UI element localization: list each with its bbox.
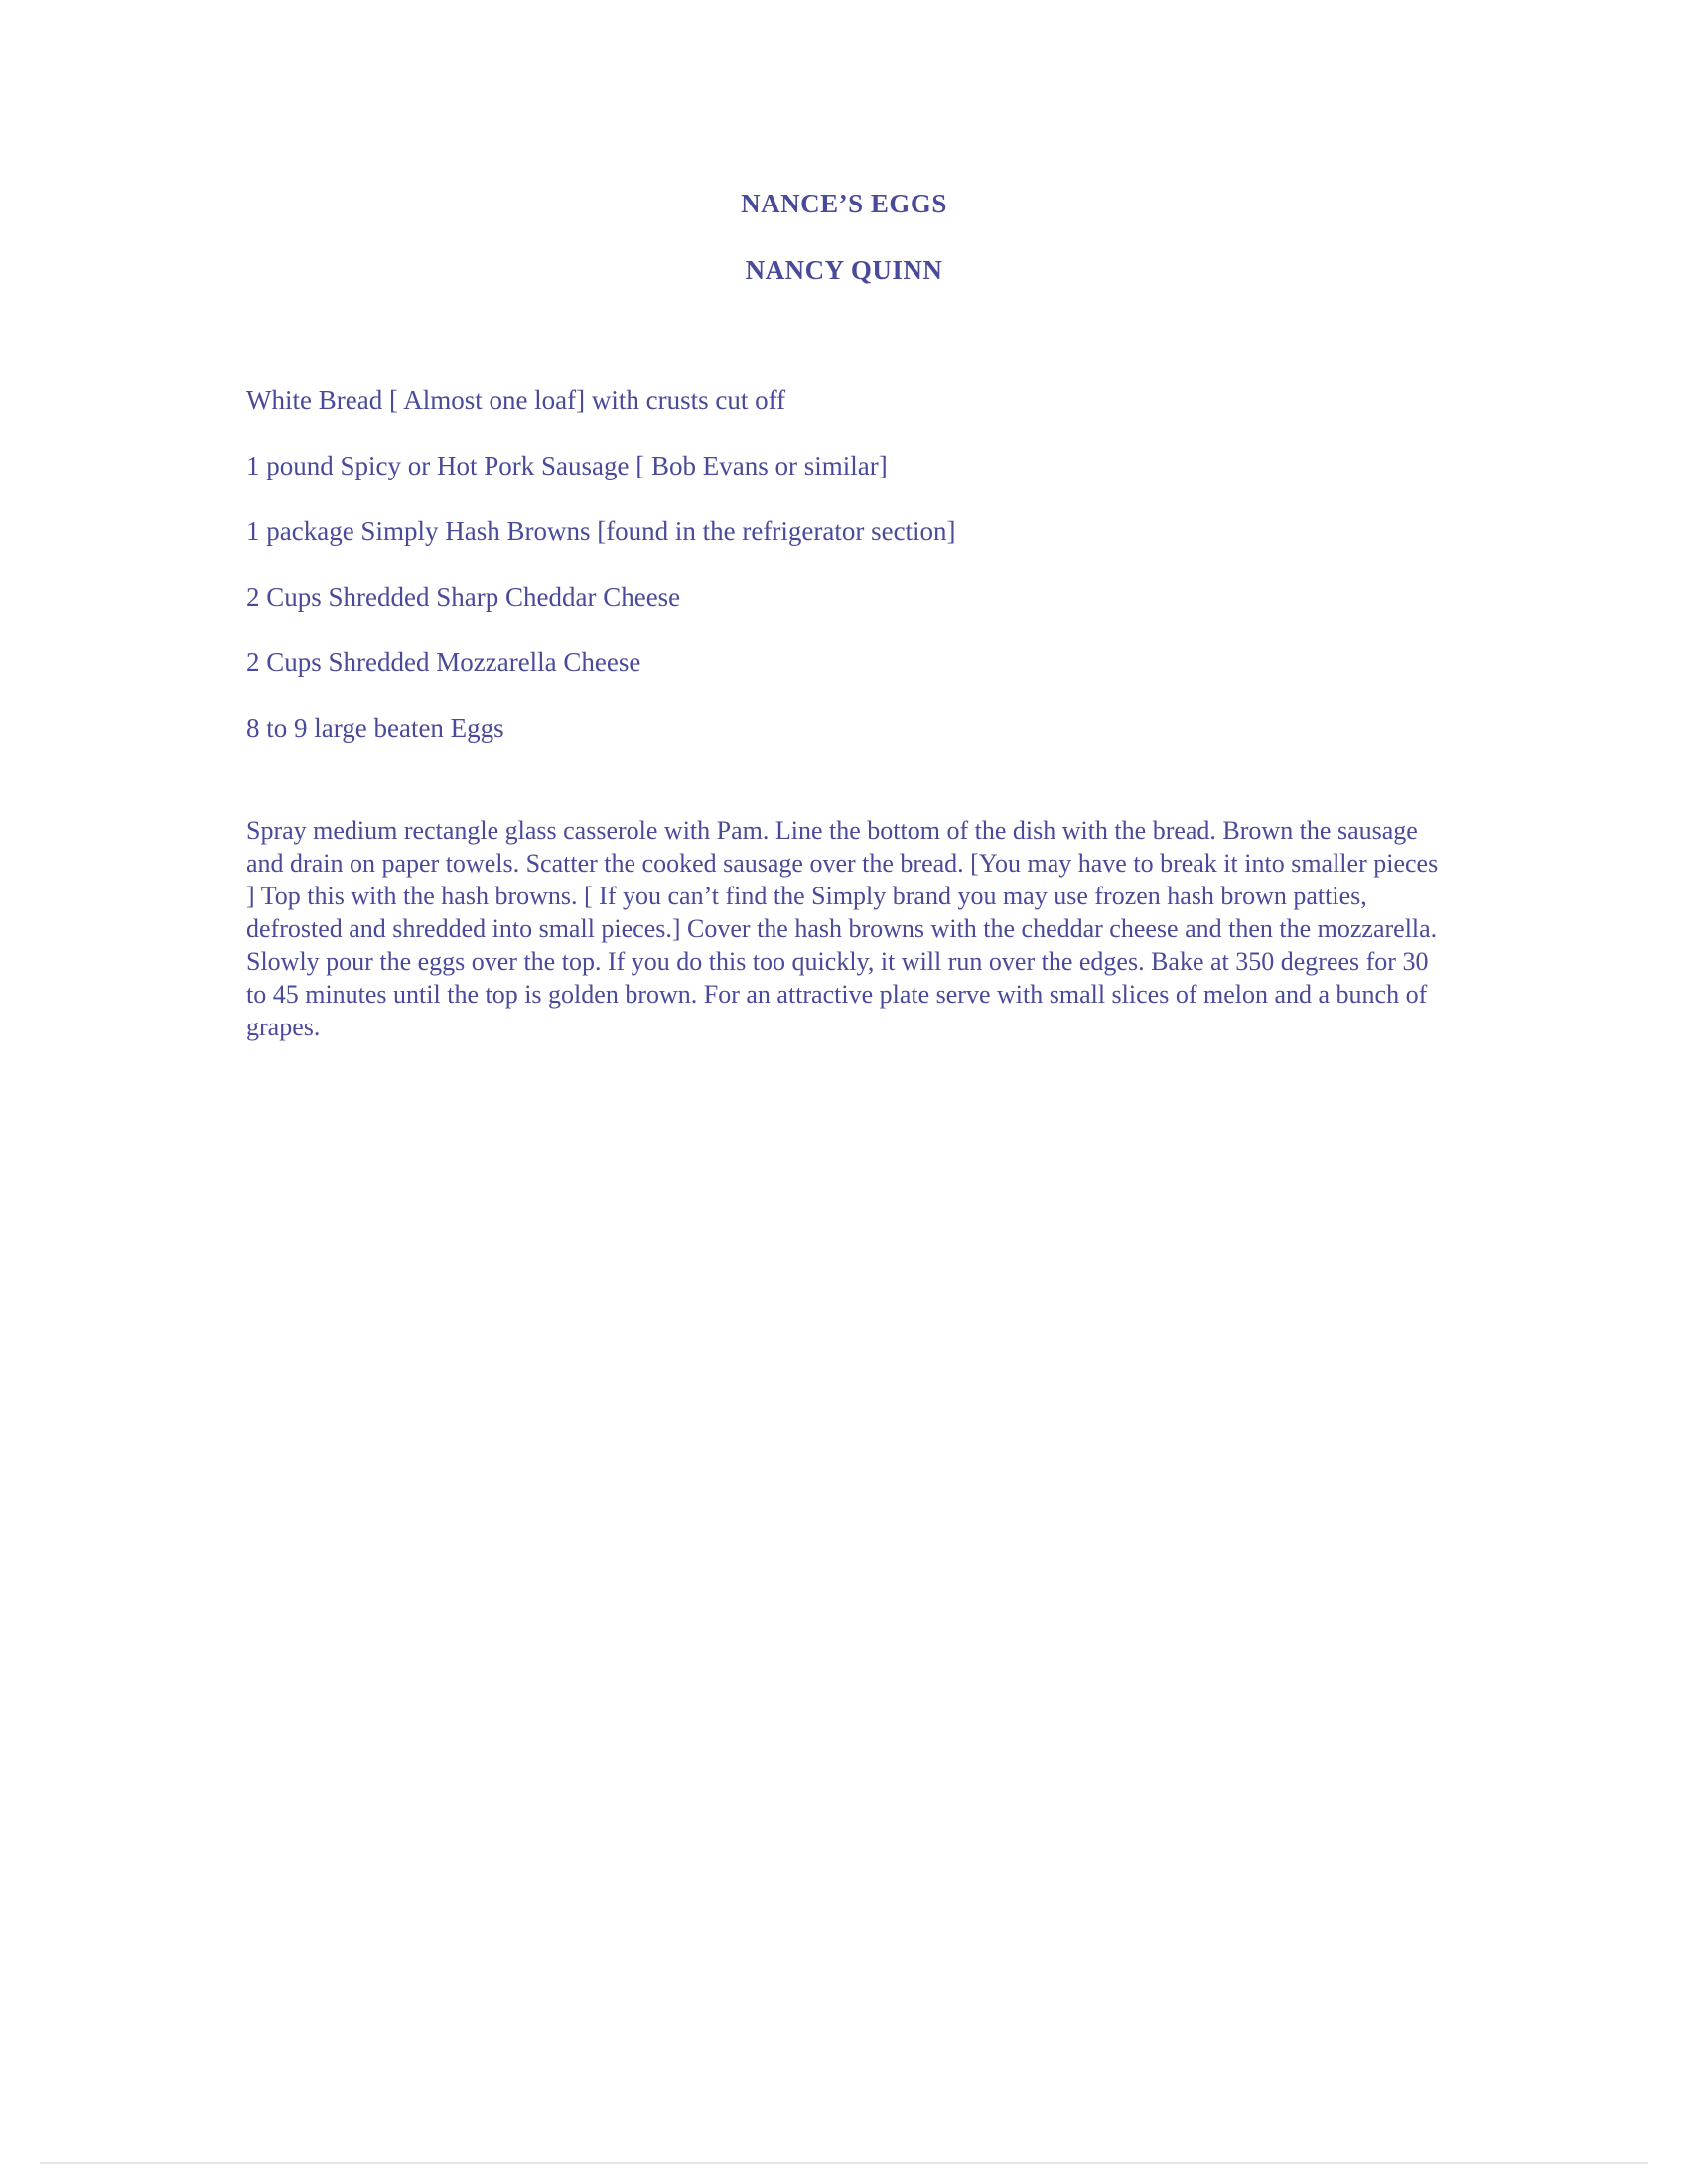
ingredient-item: 1 package Simply Hash Browns [found in the refrigerator section] xyxy=(246,516,956,546)
recipe-author: NANCY QUINN xyxy=(745,255,943,285)
ingredient-item: 1 pound Spicy or Hot Pork Sausage [ Bob Evans or similar] xyxy=(246,451,888,480)
directions-paragraph: Spray medium rectangle glass casserole with Pam. Line the bottom of the dish with the bread. Brown the sausage and drain on paper towels. Scatter the cooked sausage over the bread. [You may have to break it into smaller pieces ] Top this with the hash browns. [ If you can’t find the Simply brand you may use frozen hash brown patties, defrosted and shredded into small pieces.] Cover the hash browns with the cheddar cheese and then the mozzarella. Slowly pour the eggs over the top. If you do this too quickly, it will run over the edges. Bake at 350 degrees for 30 to 45 minutes until the top is golden brown. For an attractive plate serve with small slices of melon and a bunch of grapes. xyxy=(246,816,1439,1041)
ingredient-item: 8 to 9 large beaten Eggs xyxy=(246,713,504,743)
ingredient-list xyxy=(246,382,956,775)
page-bottom-edge xyxy=(40,2162,1648,2164)
ingredient-item: 2 Cups Shredded Mozzarella Cheese xyxy=(246,647,641,677)
ingredient-item: 2 Cups Shredded Sharp Cheddar Cheese xyxy=(246,582,681,612)
recipe-title: NANCE’S EGGS xyxy=(741,189,947,218)
ingredient-item: White Bread [ Almost one loaf] with crusts cut off xyxy=(246,385,786,415)
